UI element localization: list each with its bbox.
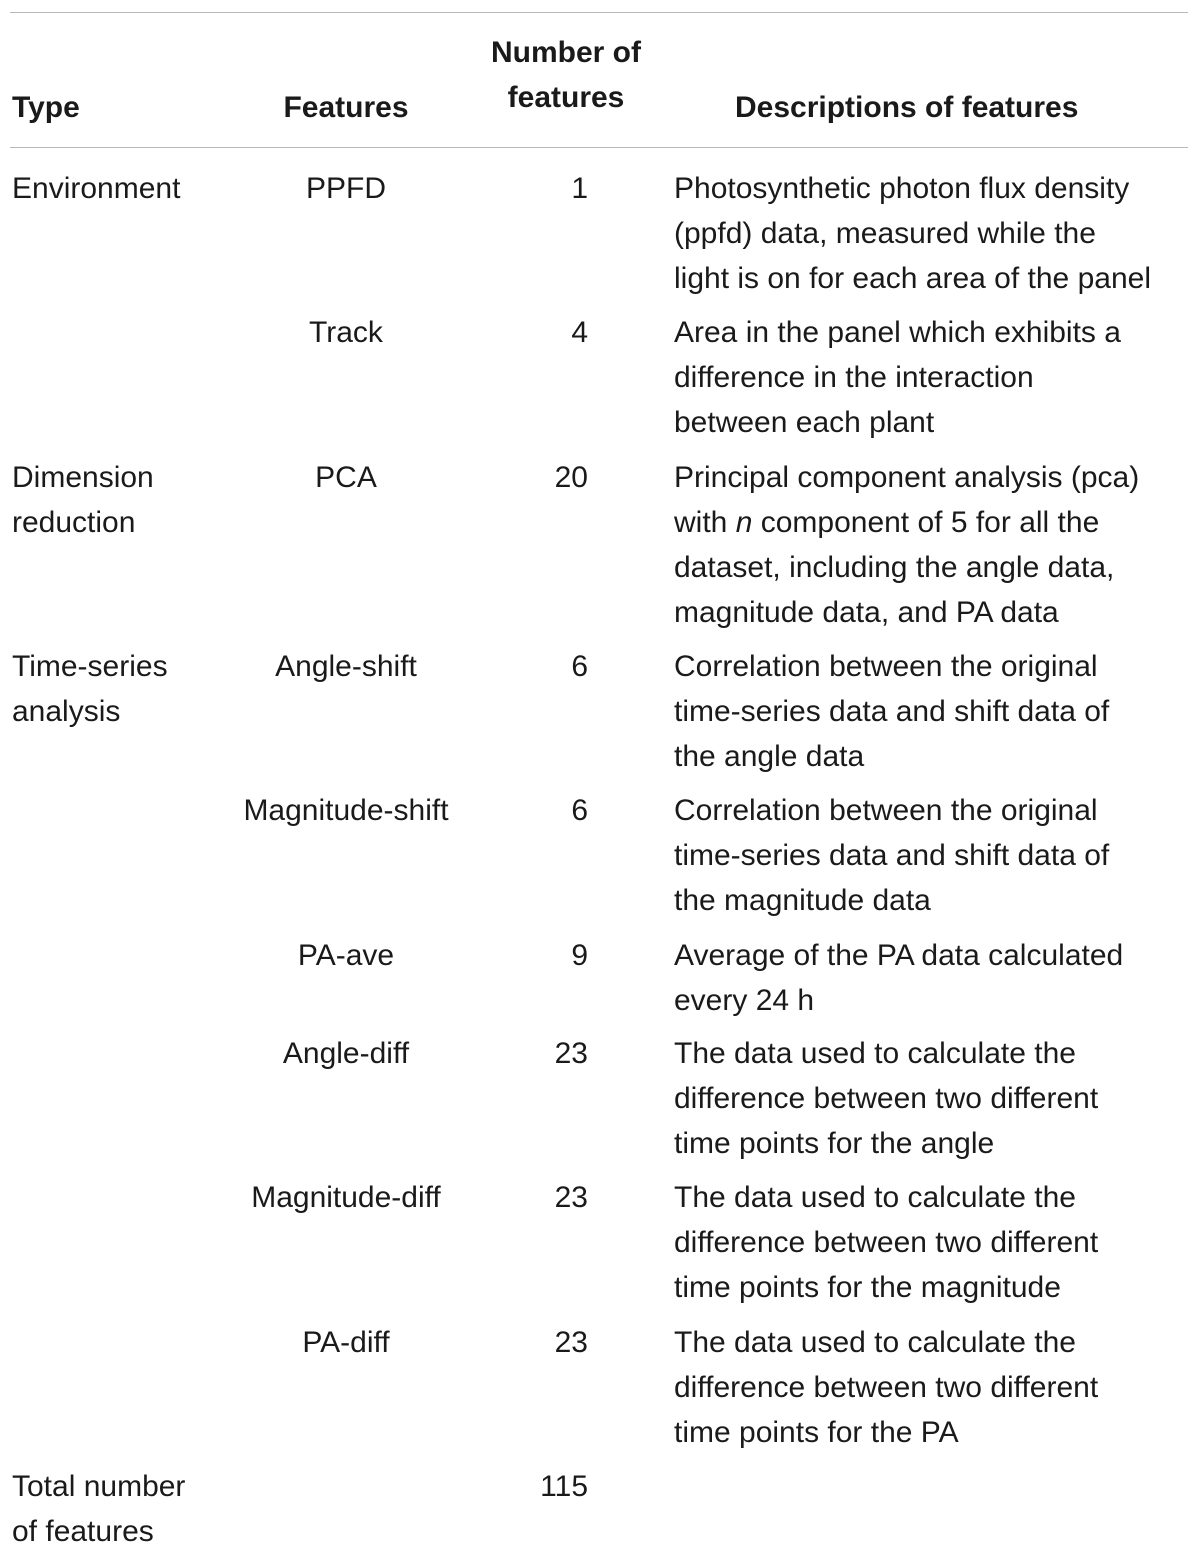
row-number: 6 [571,650,588,683]
header-rule [10,147,1188,148]
row-type: Time-series analysis [12,650,168,728]
total-number: 115 [540,1470,588,1503]
row-description: Correlation between the original time-series data and shift data of the angle data [674,650,1110,773]
row-number: 23 [554,1181,588,1214]
row-number: 1 [571,172,588,205]
row-type: Environment [12,172,181,205]
row-feature: PA-ave [297,939,395,972]
row-number: 20 [554,461,588,494]
row-description [674,455,1194,635]
row-type: Dimension reduction [12,461,154,539]
description-italic-n: n [735,506,753,539]
row-feature: Magnitude-diff [251,1181,441,1214]
row-number: 6 [571,794,588,827]
row-description: Correlation between the original time-series data and shift data of the magnitude data [674,794,1110,917]
row-description: Average of the PA data calculated every 24 h [674,939,1124,1017]
row-feature: PPFD [305,172,386,205]
row-description: Area in the panel which exhibits a difference in the interaction between each plant [674,316,1121,439]
row-description: The data used to calculate the difference between two different time points for the angle [674,1037,1099,1160]
row-number: 23 [554,1037,588,1070]
row-feature: PA-diff [302,1326,390,1359]
row-number: 9 [571,939,588,972]
row-description: The data used to calculate the difference between two different time points for the magnitude [674,1181,1099,1304]
row-feature: Angle-diff [282,1037,410,1070]
row-number: 23 [554,1326,588,1359]
row-feature: Magnitude-shift [243,794,449,827]
row-feature: Angle-shift [275,650,417,683]
total-label: Total number of features [12,1470,186,1548]
header-features: Features [283,91,409,124]
header-number-of-features: Number of features [491,36,641,114]
row-feature: PCA [315,461,377,494]
row-description: Photosynthetic photon flux density (ppfd) data, measured while the light is on for each area of the panel [674,172,1151,295]
description-part: component of 5 for all the dataset, including the angle data, magnitude data, and PA data [674,506,1115,629]
header-type: Type [12,91,80,124]
row-description: The data used to calculate the difference between two different time points for the PA [674,1326,1099,1449]
top-rule [10,12,1188,13]
row-number: 4 [571,316,588,349]
description-part: Principal component analysis (pca) with [674,461,1140,539]
row-feature: Track [309,316,383,349]
header-descriptions: Descriptions of features [735,91,1079,124]
